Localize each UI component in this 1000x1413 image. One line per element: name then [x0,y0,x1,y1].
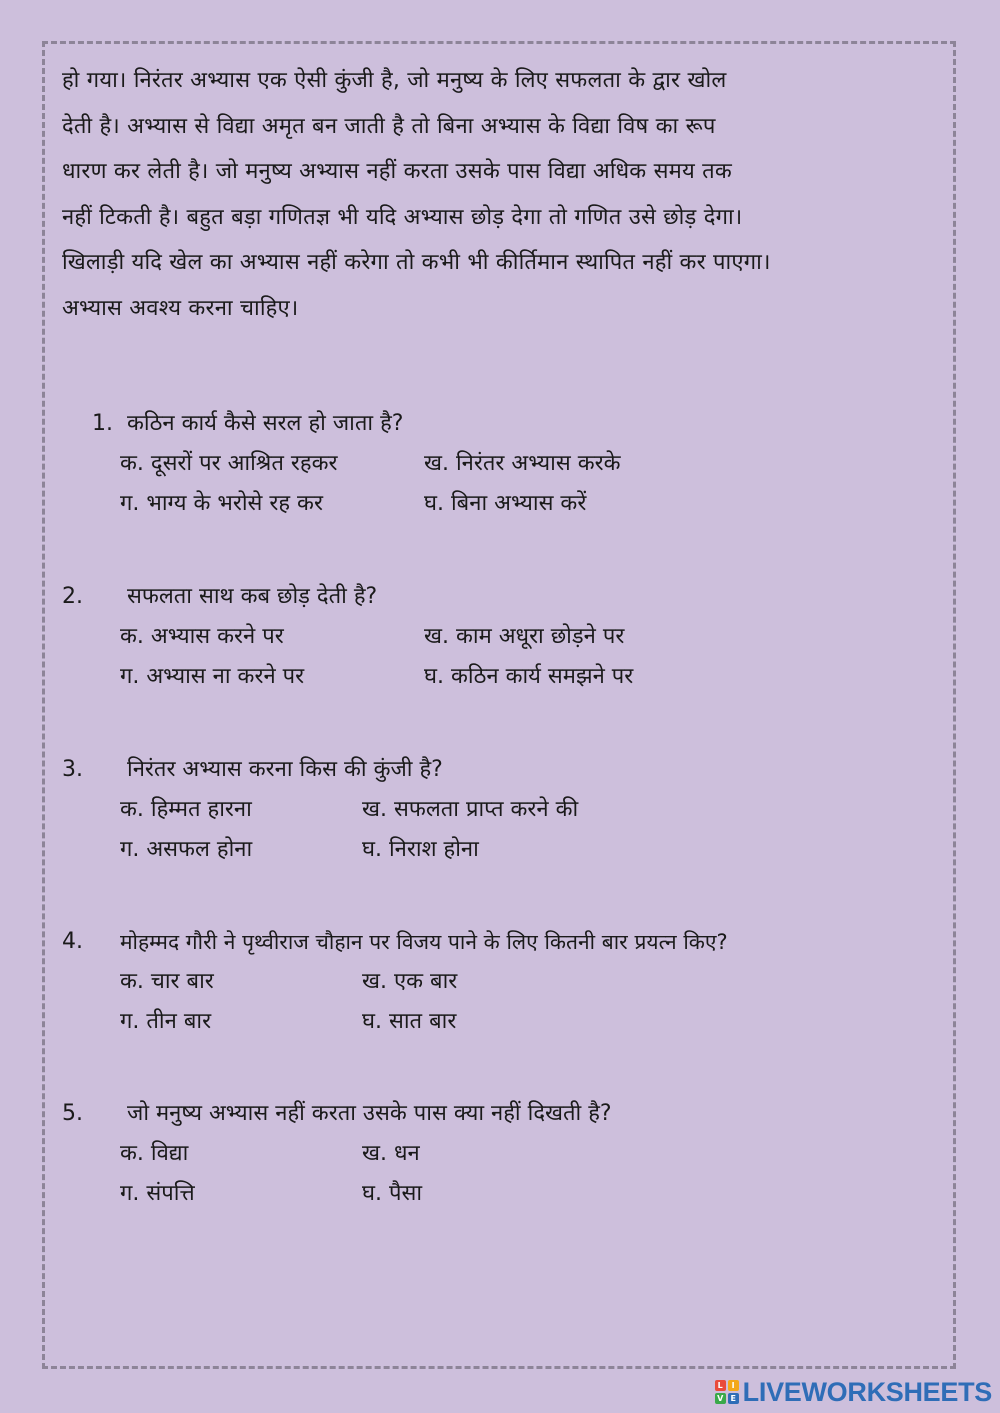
option-ka[interactable]: क. अभ्यास करने पर [120,624,284,649]
option-kha[interactable]: ख. सफलता प्राप्त करने की [362,797,579,822]
option-ga[interactable]: ग. असफल होना [120,837,253,862]
option-gha[interactable]: घ. सात बार [362,1009,457,1034]
question-number: 3. [62,757,83,782]
option-ka[interactable]: क. चार बार [120,969,214,994]
option-gha[interactable]: घ. बिना अभ्यास करें [424,491,587,516]
logo-text: LIVEWORKSHEETS [742,1376,992,1407]
option-gha[interactable]: घ. कठिन कार्य समझने पर [424,664,634,689]
option-ka[interactable]: क. विद्या [120,1141,189,1166]
option-gha[interactable]: घ. पैसा [362,1181,423,1206]
passage-line: खिलाड़ी यदि खेल का अभ्यास नहीं करेगा तो कभी भी कीर्तिमान स्थापित नहीं कर पाएगा। [62,250,771,276]
option-kha[interactable]: ख. निरंतर अभ्यास करके [424,451,621,476]
question-text: मोहम्मद गौरी ने पृथ्वीराज चौहान पर विजय पाने के लिए कितनी बार प्रयत्न किए? [120,930,728,954]
liveworksheets-logo[interactable] [715,1377,992,1407]
question-number: 4. [62,929,83,954]
passage-line: नहीं टिकती है। बहुत बड़ा गणितज्ञ भी यदि अभ्यास छोड़ देगा तो गणित उसे छोड़ देगा। [62,204,743,230]
option-kha[interactable]: ख. धन [362,1141,420,1166]
option-ga[interactable]: ग. भाग्य के भरोसे रह कर [120,491,323,516]
option-ga[interactable]: ग. तीन बार [120,1009,212,1034]
option-ga[interactable]: ग. संपत्ति [120,1181,195,1206]
logo-badge-icon: L I V E [715,1380,739,1404]
option-ga[interactable]: ग. अभ्यास ना करने पर [120,664,305,689]
passage-line: देती है। अभ्यास से विद्या अमृत बन जाती है तो बिना अभ्यास के विद्या विष का रूप [62,113,716,139]
passage-line: हो गया। निरंतर अभ्यास एक ऐसी कुंजी है, जो मनुष्य के लिए सफलता के द्वार खोल [62,68,727,93]
question-text: सफलता साथ कब छोड़ देती है? [127,584,378,609]
question-text: निरंतर अभ्यास करना किस की कुंजी है? [127,757,443,782]
question-number: 2. [62,584,83,609]
passage-line: अभ्यास अवश्य करना चाहिए। [62,295,299,321]
passage-line: धारण कर लेती है। जो मनुष्य अभ्यास नहीं करता उसके पास विद्या अधिक समय तक [62,159,733,185]
reading-passage [62,58,937,332]
question-text: कठिन कार्य कैसे सरल हो जाता है? [127,411,404,436]
option-gha[interactable]: घ. निराश होना [362,837,479,862]
question-number: 5. [62,1101,83,1126]
option-kha[interactable]: ख. एक बार [362,969,458,994]
question-text: जो मनुष्य अभ्यास नहीं करता उसके पास क्या नहीं दिखती है? [127,1101,612,1126]
question-number: 1. [92,411,113,436]
option-kha[interactable]: ख. काम अधूरा छोड़ने पर [424,624,625,649]
option-ka[interactable]: क. दूसरों पर आश्रित रहकर [120,451,338,476]
option-ka[interactable]: क. हिम्मत हारना [120,797,252,822]
